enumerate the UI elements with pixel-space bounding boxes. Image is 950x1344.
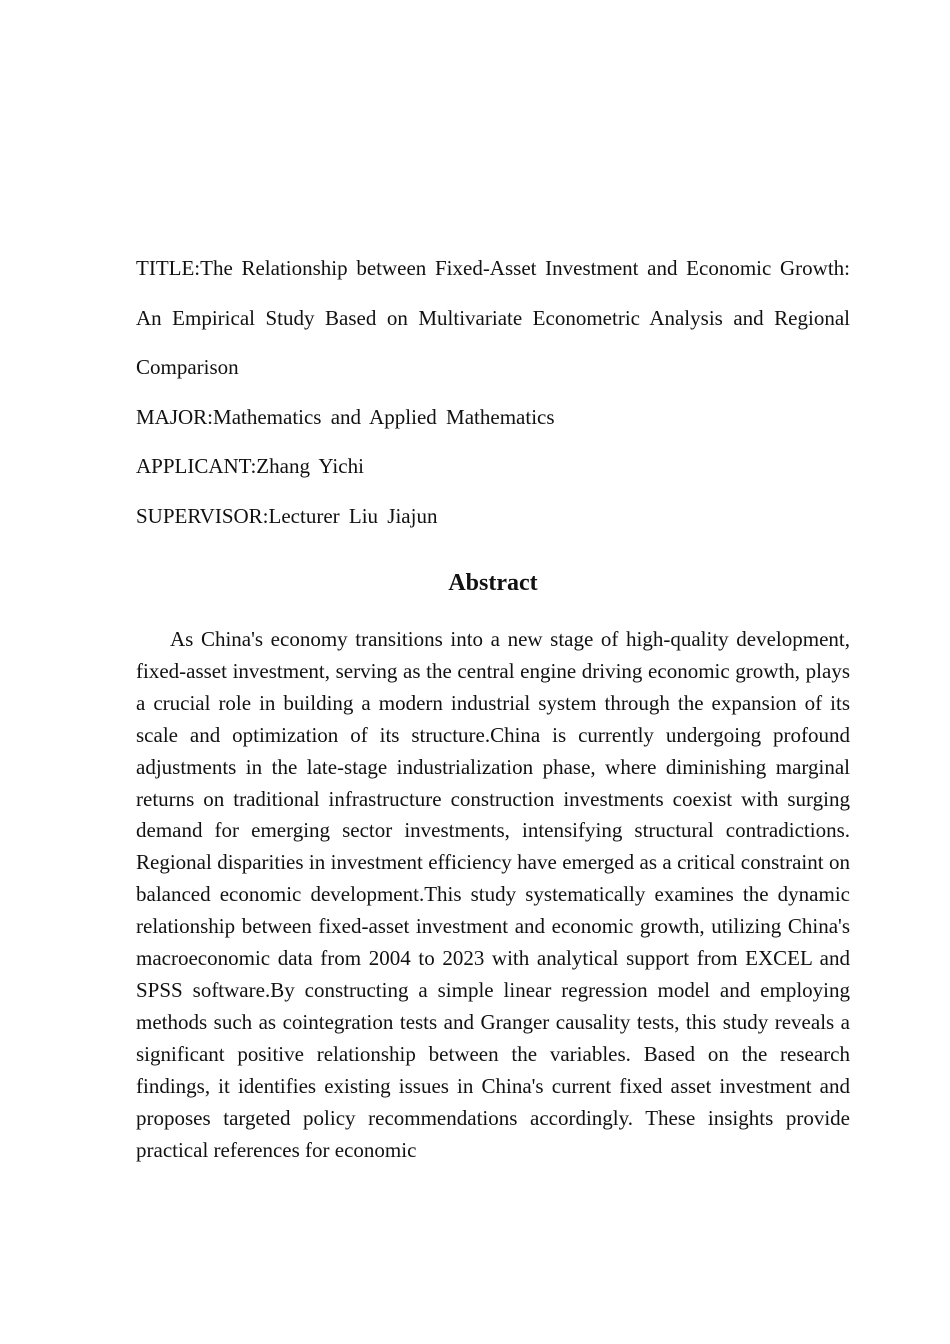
abstract-heading: [136, 566, 850, 600]
title-label: TITLE:: [136, 256, 201, 280]
cover-info: [136, 244, 850, 542]
major-line: MAJOR:Mathematics and Applied Mathematics: [136, 404, 555, 429]
thesis-title: [136, 244, 850, 393]
supervisor-line: SUPERVISOR:Lecturer Liu Jiajun: [136, 503, 438, 528]
title-text: The Relationship between Fixed-Asset Investment and Economic Growth: An Empirical Study Based on Multivariate Econometric Analysis and Regional Comparison: [136, 256, 850, 380]
abstract-heading-text: Abstract: [448, 570, 538, 596]
applicant-line: APPLICANT:Zhang Yichi: [136, 454, 364, 479]
abstract-paragraph: As China's economy transitions into a new stage of high-quality development, fixed-asset investment, serving as the central engine driving economic growth, plays a crucial role in building a modern industrial system through the expansion of its scale and optimization of its structure.China is currently undergoing profound adjustments in the late-stage industrialization phase, where diminishing marginal returns on traditional infrastructure construction investments coexist with surging demand for emerging sector investments, intensifying structural contradictions. Regional disparities in investment efficiency have emerged as a critical constraint on balanced economic development.This study systematically examines the dynamic relationship between fixed-asset investment and economic growth, utilizing China's macroeconomic data from 2004 to 2023 with analytical support from EXCEL and SPSS software.By constructing a simple linear regression model and employing methods such as cointegration tests and Granger causality tests, this study reveals a significant positive relationship between the variables. Based on the research findings, it identifies existing issues in China's current fixed asset investment and proposes targeted policy recommendations accordingly. These insights provide practical references for economic: [136, 627, 850, 1162]
